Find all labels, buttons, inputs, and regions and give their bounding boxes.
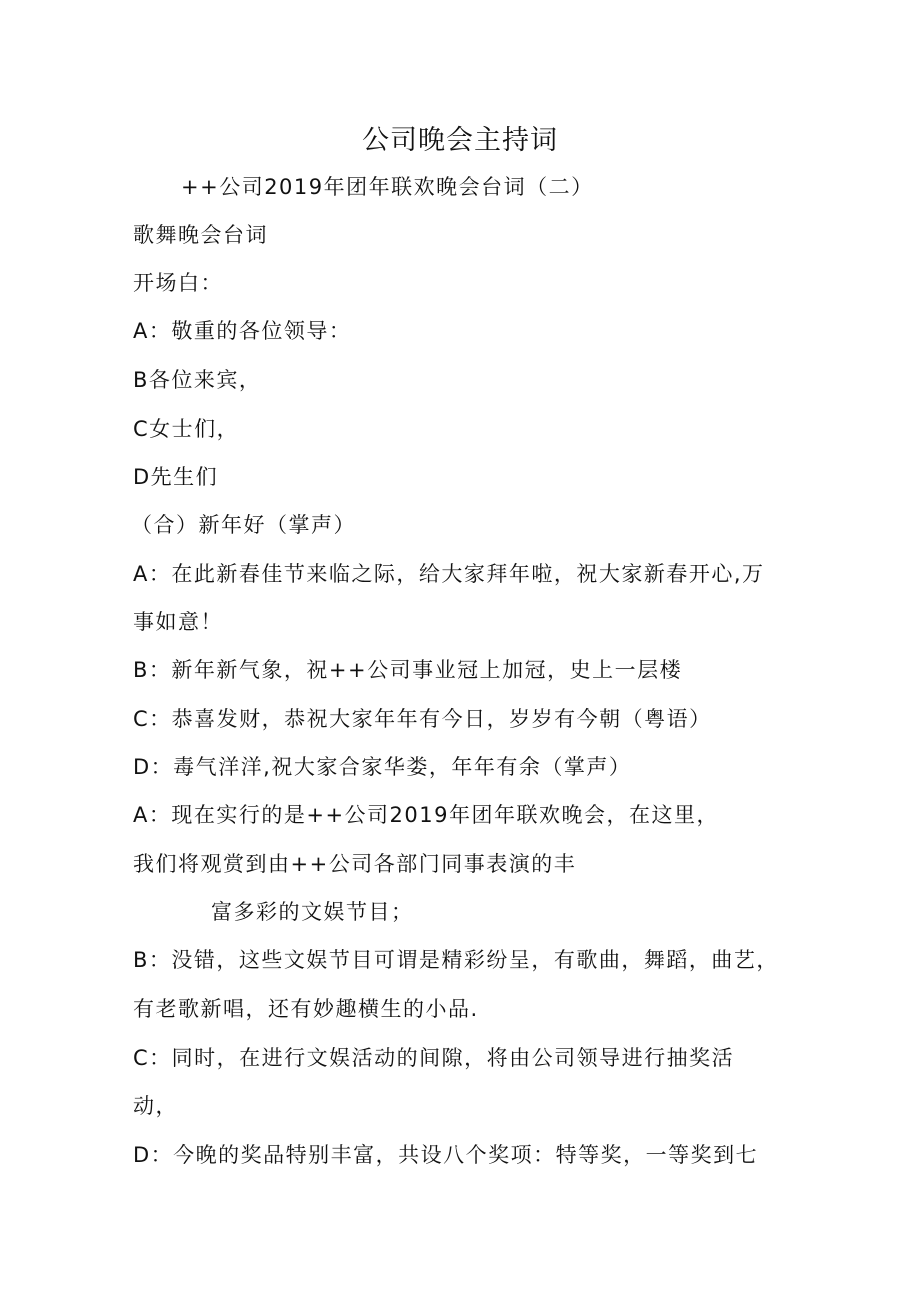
- text-line: C：同时，在进行文娱活动的间隙，将由公司领导进行抽奖活: [133, 1046, 735, 1070]
- text-line: 事如意！: [133, 610, 223, 634]
- text-line: C女士们，: [133, 417, 240, 441]
- text-line: A：在此新春佳节来临之际，给大家拜年啦，祝大家新春开心,万: [133, 562, 765, 586]
- text-line: D先生们: [133, 465, 219, 489]
- text-line: 动，: [133, 1094, 178, 1118]
- text-line: A：现在实行的是++公司2019年团年联欢晚会，在这里，: [133, 803, 719, 827]
- text-line: （合）新年好（掌声）: [131, 513, 356, 537]
- text-line: B：没错，这些文娱节目可谓是精彩纷呈，有歌曲，舞蹈，曲艺，: [133, 948, 779, 972]
- text-line: B各位来宾，: [133, 368, 262, 392]
- text-line: D：毒气洋洋,祝大家合家华娄，年年有余（掌声）: [133, 755, 632, 779]
- document-title: 公司晚会主持词: [362, 125, 558, 156]
- text-line: 我们将观赏到由++公司各部门同事表演的丰: [133, 852, 577, 876]
- text-line: 开场白：: [133, 271, 223, 295]
- text-line: D：今晚的奖品特别丰富，共设八个奖项：特等奖，一等奖到七: [133, 1143, 759, 1167]
- text-line: A：敬重的各位领导：: [133, 319, 352, 343]
- text-line: B：新年新气象，祝++公司事业冠上加冠，史上一层楼: [133, 658, 683, 682]
- text-line: C：恭喜发财，恭祝大家年年有今日，岁岁有今朝（粤语）: [133, 707, 712, 731]
- text-line: 富多彩的文娱节目；: [211, 900, 414, 924]
- document-subtitle: ++公司2019年团年联欢晚会台词（二）: [181, 175, 594, 199]
- text-line: 歌舞晚会台词: [133, 223, 268, 247]
- text-line: 有老歌新唱，还有妙趣横生的小品.: [133, 997, 479, 1021]
